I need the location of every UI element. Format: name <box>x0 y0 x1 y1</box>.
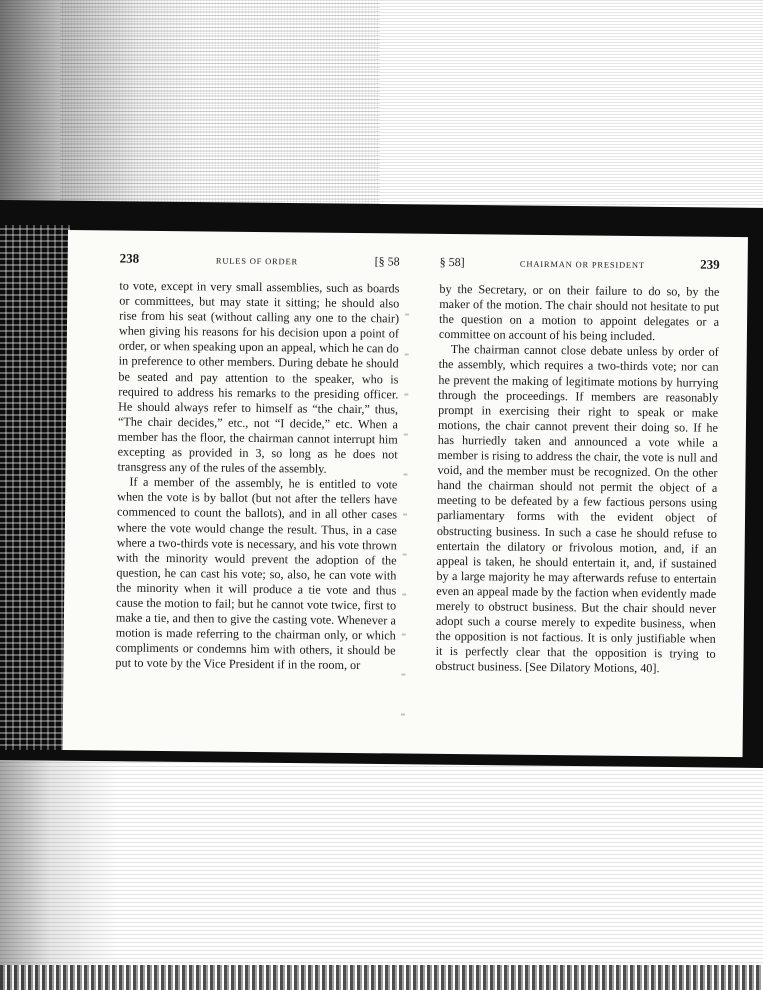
left-folio: 238 <box>119 250 140 266</box>
gutter-marks <box>401 314 409 734</box>
right-page <box>435 234 720 677</box>
scan-noise-left-edge <box>0 225 70 750</box>
left-running-title: RULES OF ORDER <box>215 255 299 267</box>
left-body-text <box>115 279 399 674</box>
right-running-title: CHAIRMAN OR PRESIDENT <box>519 258 645 271</box>
scan-noise-top-texture <box>60 0 380 215</box>
scan-noise-bottom <box>0 752 763 990</box>
scan-noise-bottom-strip <box>0 965 763 990</box>
right-running-head <box>440 254 720 277</box>
left-section-ref: [§ 58 <box>374 254 400 269</box>
left-running-head <box>120 251 400 274</box>
right-folio: 239 <box>700 256 720 272</box>
left-paragraph-2: If a member of the assembly, he is entitled to vote when the vote is by ballot (but not after the tellers have commenced to count the ballots), and in all other cases where the vote would change the result. Thus, in a case where a two-thirds vote is necessary, and his vote thrown with the minority would prevent the adoption of the question, he can cast his vote; so, also, he can vote with the minority when it will produce a tie vote and thus cause the motion to fail; but he cannot vote twice, first to make a tie, and then to give the casting vote. Whenever a motion is made referring to the chairman only, or which compliments or condemns him with others, it should be put to vote by the Vice President if in the room, or <box>115 474 398 673</box>
book-spread <box>63 230 748 757</box>
right-paragraph-1: by the Secretary, or on their failure to do so, by the maker of the motion. The chair should not hesitate to put the question on a motion to appoint delegates or a committee on account of his being included. <box>438 281 720 344</box>
right-body-text <box>435 282 719 677</box>
right-paragraph-2: The chairman cannot close debate unless by order of the assembly, which requires a two-thirds vote; nor can he prevent the making of legitimate motions by hurrying through the proceedings. If members are reasonably prompt in exercising their right to speak or make motions, the chair cannot prevent their doing so. If he has hurriedly taken and announced a vote while a member is rising to address the chair, the vote is null and void, and the member must be recognized. On the other hand the chairman should not permit the object of a meeting to be defeated by a few factious persons using parliamentary forms with the evident object of obstructing business. In such a case he should refuse to entertain the dilatory or frivolous motion, and, if an appeal is taken, he should entertain it, and, if sustained by a large majority he may afterwards refuse to entertain even an appeal made by the faction when evidently made merely to obstruct business. But the chair should never adopt such a course merely to expedite business, when the opposition is not factious. It is only justifiable when it is perfectly clear that the opposition is trying to obstruct business. [See Dilatory Motions, 40]. <box>435 342 719 676</box>
right-section-ref: § 58] <box>439 254 465 270</box>
left-page <box>115 231 400 674</box>
left-paragraph-1: to vote, except in very small assemblies, such as boards or committees, but may state it sitting; he should also rise from his seat (without calling any one to the chair) when giving his reasons for his decision upon a point of order, or when speaking upon an appeal, which he can do in preference to other members. During debate he should be seated and pay attention to the speaker, who is required to address his remarks to the presiding officer. He should always refer to himself as “the chair,” thus, “The chair decides,” etc., not “I decide,” etc. When a member has the floor, the chairman cannot interrupt him excepting as provided in 3, so long as he does not transgress any of the rules of the assembly. <box>117 278 400 476</box>
